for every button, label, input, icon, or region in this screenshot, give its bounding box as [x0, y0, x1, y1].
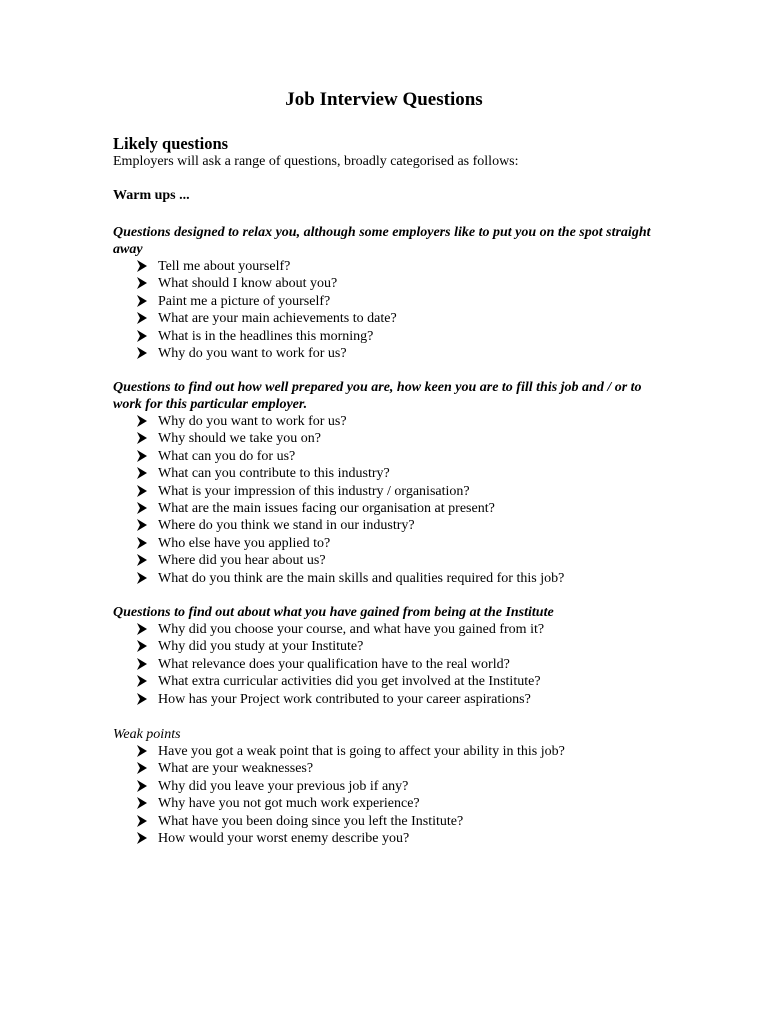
question-text: What are the main issues facing our organisation at present?: [158, 501, 495, 517]
question-text: What is in the headlines this morning?: [158, 328, 374, 344]
arrow-bullet-icon: [136, 260, 148, 272]
question-item: [113, 310, 658, 327]
question-item: [113, 760, 658, 777]
arrow-bullet-icon: [136, 572, 148, 584]
arrow-bullet-icon: [136, 623, 148, 635]
question-item: [113, 743, 658, 760]
question-item: [113, 448, 658, 465]
arrow-bullet-icon: [136, 330, 148, 342]
question-item: [113, 413, 658, 430]
document-title: Job Interview Questions: [285, 89, 483, 110]
arrow-bullet-icon: [136, 675, 148, 687]
section-weak-points: [113, 726, 658, 847]
arrow-bullet-icon: [136, 658, 148, 670]
question-text: Have you got a weak point that is going to affect your ability in this job?: [158, 744, 565, 759]
arrow-bullet-icon: [136, 277, 148, 289]
question-text: What relevance does your qualification have to the real world?: [158, 656, 510, 672]
arrow-bullet-icon: [136, 467, 148, 479]
intro-text: Employers will ask a range of questions, broadly categorised as follows:: [113, 154, 519, 169]
section-warm-up: [113, 224, 658, 362]
question-text: Why do you want to work for us?: [158, 346, 347, 362]
arrow-bullet-icon: [136, 485, 148, 497]
section-heading: Questions designed to relax you, although some employers like to put you on the spot straight away: [113, 225, 651, 257]
question-item: [113, 570, 658, 587]
question-text: What extra curricular activities did you get involved at the Institute?: [158, 674, 541, 690]
question-text: What have you been doing since you left the Institute?: [158, 813, 464, 829]
question-text: Where do you think we stand in our industry?: [158, 518, 415, 534]
arrow-bullet-icon: [136, 832, 148, 844]
question-item: [113, 500, 658, 517]
arrow-bullet-icon: [136, 745, 148, 757]
question-item: [113, 483, 658, 500]
question-text: What can you contribute to this industry?: [158, 466, 390, 482]
question-text: Paint me a picture of yourself?: [158, 293, 331, 309]
question-text: What is your impression of this industry / organisation?: [158, 483, 470, 499]
arrow-bullet-icon: [136, 762, 148, 774]
likely-questions-heading: Likely questions: [113, 134, 229, 153]
question-text: Why should we take you on?: [158, 431, 321, 447]
question-item: [113, 258, 658, 275]
section-preparation: [113, 379, 658, 587]
section-heading: Questions to find out about what you have gained from being at the Institute: [113, 605, 554, 620]
question-item: [113, 517, 658, 534]
question-item: [113, 293, 658, 310]
question-item: [113, 830, 658, 847]
question-item: [113, 465, 658, 482]
question-list: [113, 413, 658, 587]
question-text: What are your weaknesses?: [158, 761, 314, 777]
question-text: How would your worst enemy describe you?: [158, 831, 410, 847]
arrow-bullet-icon: [136, 312, 148, 324]
question-item: [113, 673, 658, 690]
arrow-bullet-icon: [136, 347, 148, 359]
question-item: [113, 552, 658, 569]
arrow-bullet-icon: [136, 432, 148, 444]
question-text: What are your main achievements to date?: [158, 311, 397, 327]
arrow-bullet-icon: [136, 295, 148, 307]
question-text: What can you do for us?: [158, 448, 296, 464]
question-item: [113, 813, 658, 830]
question-text: Where did you hear about us?: [158, 553, 326, 569]
question-text: Why did you study at your Institute?: [158, 639, 364, 655]
arrow-bullet-icon: [136, 554, 148, 566]
question-list: [113, 258, 658, 362]
question-item: [113, 328, 658, 345]
section-heading: Questions to find out how well prepared you are, how keen you are to fill this job and / or to work for this particular employer.: [113, 380, 642, 412]
question-text: Why did you choose your course, and what have you gained from it?: [158, 622, 545, 637]
question-list: [113, 621, 658, 708]
arrow-bullet-icon: [136, 797, 148, 809]
question-text: Why have you not got much work experience?: [158, 796, 420, 812]
arrow-bullet-icon: [136, 450, 148, 462]
question-text: Why did you leave your previous job if any?: [158, 778, 409, 794]
question-item: [113, 621, 658, 638]
arrow-bullet-icon: [136, 537, 148, 549]
question-item: [113, 656, 658, 673]
question-item: [113, 430, 658, 447]
section-heading: Weak points: [113, 727, 181, 742]
question-item: [113, 778, 658, 795]
question-item: [113, 691, 658, 708]
arrow-bullet-icon: [136, 415, 148, 427]
arrow-bullet-icon: [136, 693, 148, 705]
question-item: [113, 345, 658, 362]
arrow-bullet-icon: [136, 519, 148, 531]
question-text: Why do you want to work for us?: [158, 414, 347, 429]
question-item: [113, 275, 658, 292]
arrow-bullet-icon: [136, 640, 148, 652]
question-item: [113, 535, 658, 552]
question-text: Who else have you applied to?: [158, 535, 331, 551]
question-text: What should I know about you?: [158, 276, 338, 292]
arrow-bullet-icon: [136, 815, 148, 827]
question-text: How has your Project work contributed to your career aspirations?: [158, 691, 531, 707]
question-item: [113, 638, 658, 655]
question-text: Tell me about yourself?: [158, 259, 291, 274]
question-item: [113, 795, 658, 812]
arrow-bullet-icon: [136, 502, 148, 514]
warm-ups-label: Warm ups ...: [113, 188, 190, 203]
question-text: What do you think are the main skills and qualities required for this job?: [158, 570, 565, 586]
question-list: [113, 743, 658, 847]
arrow-bullet-icon: [136, 780, 148, 792]
section-institute: [113, 604, 658, 708]
